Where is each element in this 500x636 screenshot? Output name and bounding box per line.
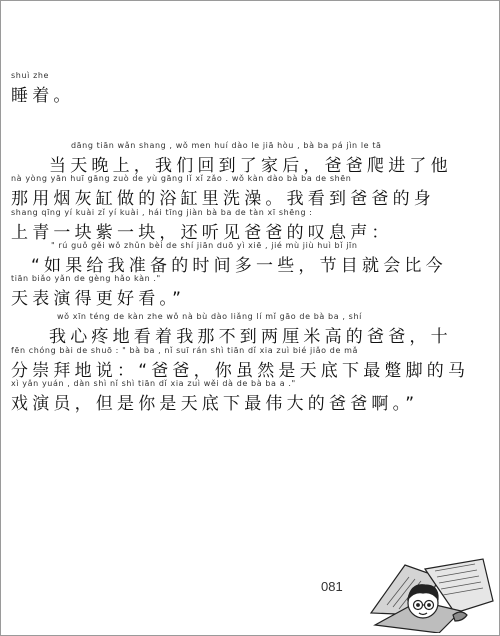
page-number: 081 (321, 579, 343, 594)
text-line: 分崇拜地说：“爸爸，你虽然是天底下最蹩脚的马 (11, 361, 470, 381)
text-line: “如果给我准备的时间多一些，节目就会比今 (31, 256, 447, 276)
cartoon-kid-with-newspaper-icon (365, 555, 497, 633)
pinyin-line: tiān biǎo yǎn de gèng hǎo kàn ." (11, 274, 161, 283)
text-line: 睡着。 (11, 86, 75, 106)
text-line: 上青一块紫一块，还听见爸爸的叹息声： (11, 223, 393, 243)
text-line: 当天晚上，我们回到了家后，爸爸爬进了他 (49, 156, 452, 176)
pinyin-line: dāng tiān wǎn shang , wǒ men huí dào le jiā hòu , bà ba pá jìn le tā (71, 141, 382, 150)
text-line: 我心疼地看着我那不到两厘米高的爸爸，十 (49, 327, 452, 347)
text-line: 天表演得更好看。” (11, 289, 186, 309)
text-line: 那用烟灰缸做的浴缸里洗澡。我看到爸爸的身 (11, 189, 435, 209)
pinyin-line: shuì zhe (11, 71, 50, 80)
pinyin-line: nà yòng yān huī gāng zuò de yù gāng lǐ xǐ zǎo . wǒ kàn dào bà ba de shēn (11, 174, 352, 183)
pinyin-line: xì yǎn yuán , dàn shì nǐ shì tiān dǐ xia zuì wěi dà de bà ba a ." (11, 379, 296, 388)
pinyin-line: shang qīng yí kuài zǐ yí kuài , hái tīng jiàn bà ba de tàn xī shēng : (11, 208, 313, 217)
pinyin-line: wǒ xīn téng de kàn zhe wǒ nà bù dào liǎng lí mǐ gāo de bà ba , shí (57, 312, 362, 321)
text-line: 戏演员，但是你是天底下最伟大的爸爸啊。” (11, 394, 419, 414)
pinyin-line: " rú guǒ gěi wǒ zhǔn bèi de shí jiān duō yì xiē , jié mù jiù huì bǐ jīn (51, 241, 358, 250)
pinyin-line: fēn chóng bài de shuō : " bà ba , nǐ suī rán shì tiān dǐ xia zuì bié jiǎo de mǎ (11, 346, 359, 355)
